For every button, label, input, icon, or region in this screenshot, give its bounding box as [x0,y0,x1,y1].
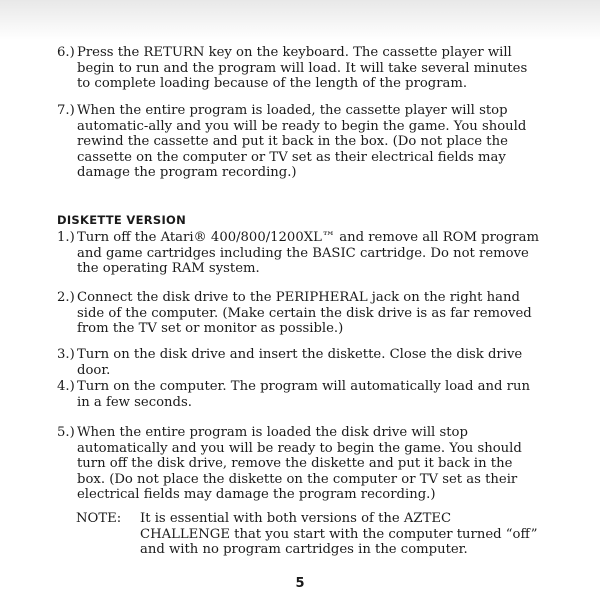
note-text: It is essential with both versions of the AZTEC CHALLENGE that you start with the computer turned “off” and with no program cartridges in the computer. [140,511,538,558]
step-number: 1.) [57,230,75,245]
step-text: When the entire program is loaded, the cassette player will stop automatic-ally and you will be ready to begin the game. You should rewind the cassette and put it back in the box. (Do not place the cassette on the computer or TV set as their electrical fields may damage the program recording.) [77,103,527,181]
step-text: When the entire program is loaded the disk drive will stop automatically and you will be ready to begin the game. You should turn off the disk drive, remove the diskette and put it back in the box. (Do not place the diskette on the computer or TV set as their electrical fields may damage the program recording.) [77,425,522,503]
step-text: Turn on the disk drive and insert the diskette. Close the disk drive door. [77,347,523,378]
section-heading: DISKETTE VERSION [57,213,187,227]
step-number: 7.) [57,103,75,118]
step-number: 4.) [57,379,75,394]
step-text: Turn off the Atari® 400/800/1200XL™ and remove all ROM program and game cartridges including the BASIC cartridge. Do not remove the operating RAM system. [77,230,539,277]
note-label: NOTE: [76,511,122,526]
step-number: 2.) [57,290,75,305]
page-number: 5 [295,576,305,591]
step-6 [57,45,547,95]
step-5 [57,425,547,507]
step-4 [57,379,547,413]
step-1 [57,230,547,280]
step-text: Turn on the computer. The program will automatically load and run in a few seconds. [77,379,530,410]
step-number: 6.) [57,45,75,60]
step-text: Connect the disk drive to the PERIPHERAL jack on the right hand side of the computer. (Make certain the disk drive is as far removed from the TV set or monitor as possible.) [77,290,532,337]
step-3 [57,347,547,378]
scan-shadow [0,0,600,40]
step-text: Press the RETURN key on the keyboard. The cassette player will begin to run and the program will load. It will take several minutes to complete loading because of the length of the program. [77,45,528,92]
step-2 [57,290,547,340]
step-7 [57,103,547,181]
step-number: 3.) [57,347,75,362]
step-number: 5.) [57,425,75,440]
